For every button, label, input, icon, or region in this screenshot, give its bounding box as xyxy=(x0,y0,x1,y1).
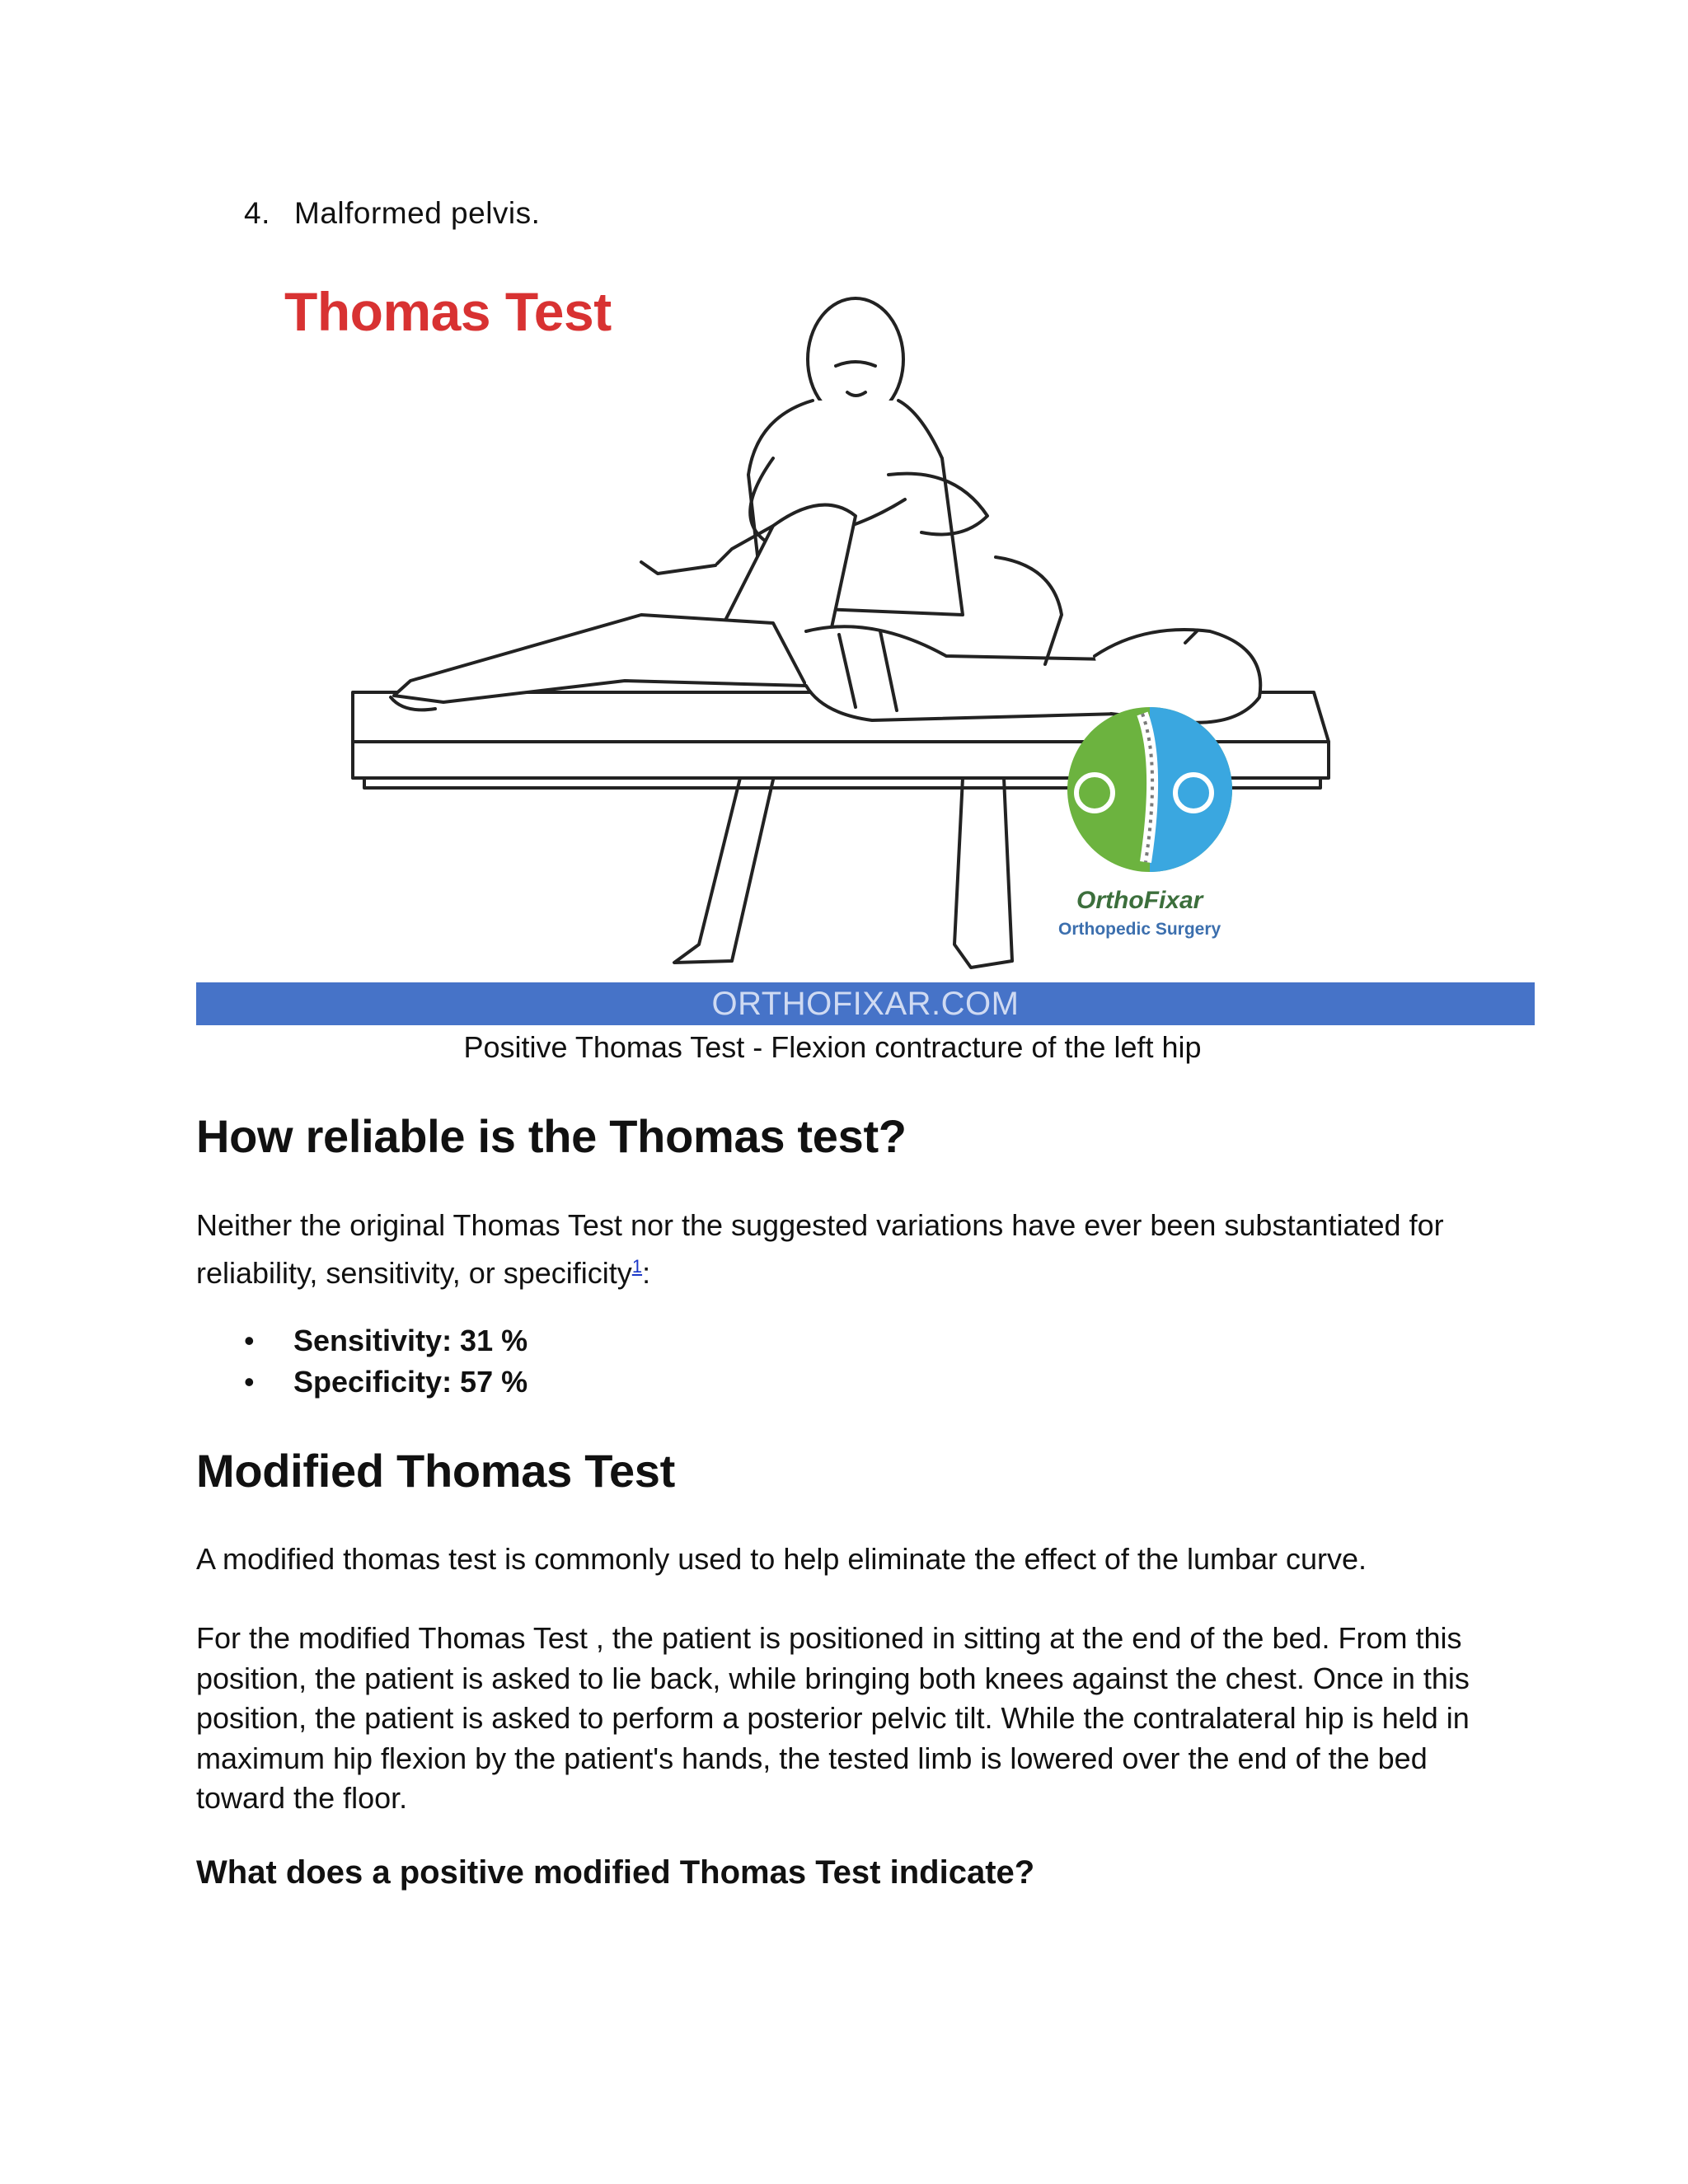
list-number: 4. xyxy=(244,196,270,230)
logo-subtitle: Orthopedic Surgery xyxy=(1058,920,1221,939)
website-banner xyxy=(196,982,1535,1025)
reliability-text: Neither the original Thomas Test nor the suggested variations have ever been substantiated for reliability, sensitivity, or specificity xyxy=(196,1208,1444,1290)
list-item-text: Malformed pelvis. xyxy=(294,196,541,230)
reliability-text-end: : xyxy=(642,1256,651,1290)
banner-text: ORTHOFIXAR.COM xyxy=(711,986,1020,1022)
footnote-link[interactable]: 1 xyxy=(631,1256,643,1277)
modified-intro-paragraph: A modified thomas test is commonly used to help eliminate the effect of the lumbar curve. xyxy=(196,1542,1367,1576)
bullet-marker: • xyxy=(244,1365,255,1399)
sensitivity-stat: Sensitivity: 31 % xyxy=(293,1324,528,1357)
positive-modified-subheading: What does a positive modified Thomas Test indicate? xyxy=(196,1854,1035,1891)
modified-procedure-paragraph: For the modified Thomas Test , the patient is positioned in sitting at the end of the bed. From this position, the patient is asked to lie back, while bringing both knees against the chest. Once in this position, the patient is asked to perform a posterior pelvic tilt. While the contralateral hip is held in maximum hip flexion by the patient's hands, the tested limb is lowered over the end of the bed toward the floor. xyxy=(196,1621,1470,1815)
specificity-stat: Specificity: 57 % xyxy=(293,1365,528,1399)
figure-title: Thomas Test xyxy=(284,281,612,342)
figure-caption: Positive Thomas Test - Flexion contracture of the left hip xyxy=(463,1030,1202,1064)
logo-name: OrthoFixar xyxy=(1076,887,1203,914)
patient-examiner-drawing xyxy=(196,269,1535,1025)
reliability-paragraph xyxy=(196,1205,1515,1294)
thomas-test-illustration xyxy=(196,269,1535,1025)
bullet-marker: • xyxy=(244,1324,255,1357)
modified-heading: Modified Thomas Test xyxy=(196,1445,675,1497)
reliability-heading: How reliable is the Thomas test? xyxy=(196,1110,907,1162)
